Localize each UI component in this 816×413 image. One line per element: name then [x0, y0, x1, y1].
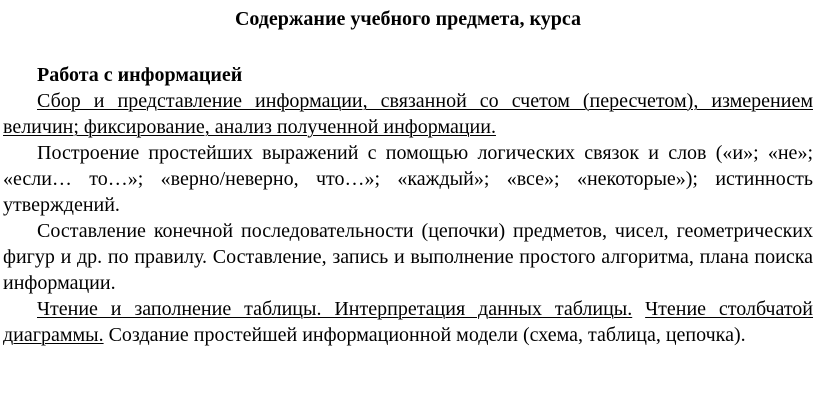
paragraph-4-segment-3: Чтение столбчатой диаграммы.	[3, 298, 814, 346]
paragraph-2	[3, 140, 813, 218]
paragraph-4-segment-4: Создание простейшей информационной модели (схема, таблица, цепочка).	[103, 324, 746, 346]
document-title: Содержание учебного предмета, курса	[234, 8, 582, 30]
paragraph-list	[3, 88, 813, 348]
paragraph-2-segment-1: Построение простейших выражений с помощью логических связок и слов («и»; «не»; «если… то…»; «верно/неверно, что…»; «каждый»; «все»; «некоторые»); истинность утверждений.	[3, 142, 813, 216]
paragraph-1-segment-1: Сбор и представление информации, связанной со счетом (пересчетом), измерением величин; фиксирование, анализ полученной информации.	[3, 90, 813, 138]
paragraph-1	[3, 88, 813, 140]
section-heading: Работа с информацией	[37, 64, 243, 86]
paragraph-3	[3, 218, 813, 296]
paragraph-4	[3, 296, 813, 348]
paragraph-4-segment-1: Чтение и заполнение таблицы. Интерпретация данных таблицы.	[37, 298, 633, 320]
paragraph-4-segment-2	[632, 298, 645, 320]
paragraph-3-segment-1: Составление конечной последовательности (цепочки) предметов, чисел, геометрических фигур и др. по правилу. Составление, запись и выполнение простого алгоритма, плана поиска информации.	[3, 220, 813, 294]
